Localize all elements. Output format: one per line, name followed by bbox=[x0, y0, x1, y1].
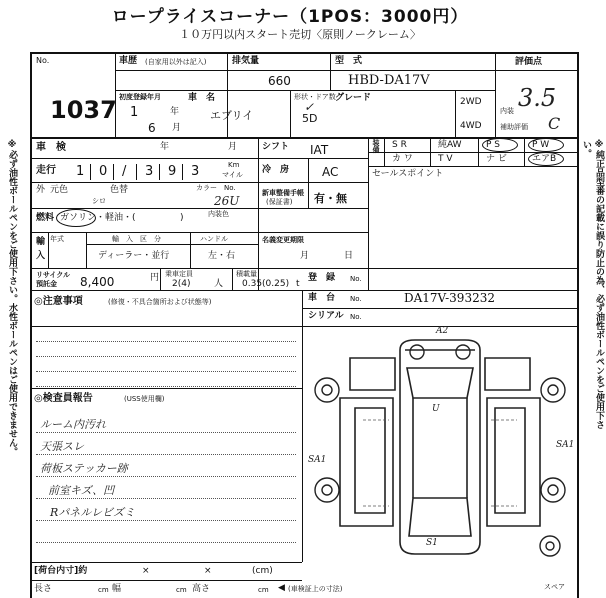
shift-value: IAT bbox=[310, 143, 329, 157]
recycle-value: 8,400 bbox=[80, 275, 115, 289]
serial-no-label: No. bbox=[350, 313, 362, 321]
handle-label: ハンドル bbox=[200, 235, 228, 243]
equipment-item: カ ワ bbox=[392, 154, 413, 164]
name-label: 車 名 bbox=[188, 93, 216, 103]
fuel-options: ガソリン・軽油・( bbox=[60, 213, 136, 223]
cargo-cross-2: × bbox=[204, 566, 212, 576]
doors-label: 形状・ドア数 bbox=[294, 93, 336, 101]
displacement-value: 660 bbox=[268, 74, 291, 88]
diagram-mark-left: SA1 bbox=[308, 455, 327, 465]
equipment-circle bbox=[528, 152, 564, 166]
warranty-options: 有・無 bbox=[314, 192, 347, 205]
equipment-side-label: 装備 bbox=[372, 139, 380, 153]
first-reg-year: 1 bbox=[130, 105, 139, 120]
load-value: 0.35(0.25) bbox=[242, 279, 290, 289]
km-label: Km bbox=[228, 161, 240, 169]
handle-options: 左・右 bbox=[208, 251, 236, 261]
reg-label: 登 録 bbox=[308, 273, 336, 283]
mileage-label: 走行 bbox=[36, 165, 56, 176]
color-no-label: カラー No. bbox=[196, 184, 236, 192]
name-change-day: 日 bbox=[344, 251, 354, 261]
fuel-label: 燃料 bbox=[36, 213, 55, 223]
grade-label: グレード bbox=[335, 93, 372, 103]
caution-label: ◎注意事項 bbox=[34, 296, 83, 307]
equipment-circle bbox=[482, 138, 518, 152]
load-unit: t bbox=[296, 279, 300, 289]
first-reg-month: 6 bbox=[148, 121, 156, 135]
first-reg-label: 初度登録年月 bbox=[119, 93, 161, 101]
drive-2wd: 2WD bbox=[460, 97, 482, 107]
mileage-digit: / bbox=[122, 164, 127, 179]
lot-no-label: No. bbox=[36, 56, 50, 65]
drive-4wd: 4WD bbox=[460, 121, 482, 131]
shaken-year-unit: 年 bbox=[160, 142, 170, 152]
chassis-no-label: No. bbox=[350, 295, 362, 303]
equipment-circle bbox=[528, 138, 564, 152]
equipment-item: 純AW bbox=[438, 140, 462, 150]
inspector-sub-label: (USS使用欄) bbox=[124, 395, 165, 403]
capacity-unit: 人 bbox=[214, 279, 224, 289]
fuel-circle bbox=[56, 209, 96, 227]
cargo-cm: (cm) bbox=[252, 566, 273, 576]
capacity-value: 2(4) bbox=[172, 279, 191, 289]
inspector-note-line: 天張スレ bbox=[40, 440, 84, 453]
width-label: 幅 bbox=[112, 584, 122, 594]
interior-sub-label: 補助評価 bbox=[500, 123, 528, 131]
shift-label: シフト bbox=[262, 142, 290, 152]
fuel-close: ) bbox=[180, 213, 184, 223]
new-car-warranty-sub: (保証書) bbox=[266, 198, 293, 206]
equipment-item: ナ ビ bbox=[486, 154, 507, 164]
serial-label: シリアル bbox=[308, 311, 344, 321]
year-unit: 年 bbox=[170, 107, 180, 117]
equipment-item: S R bbox=[392, 140, 407, 150]
page-subtitle: １０万円以内スタート売切〈原則ノークレーム〉 bbox=[179, 28, 421, 41]
color-value: シロ bbox=[92, 197, 106, 205]
model-label: 型 式 bbox=[335, 56, 363, 66]
doors-value: 5D bbox=[302, 112, 318, 125]
car-name: エブリイ bbox=[210, 109, 254, 122]
caution-sub-label: (修復・不具合箇所および状態等) bbox=[108, 298, 212, 306]
cargo-label: [荷台内寸]約 bbox=[34, 566, 88, 576]
inspector-note-line: 前室キズ、凹 bbox=[48, 484, 115, 497]
interior-color-label: 内装色 bbox=[208, 210, 229, 218]
recycle-yen: 円 bbox=[150, 273, 160, 283]
model-value: HBD-DA17V bbox=[348, 73, 430, 88]
chassis-label: 車 台 bbox=[308, 293, 336, 303]
mileage-digit: 3 bbox=[191, 164, 200, 179]
width-cm: cm bbox=[176, 586, 187, 594]
inspector-note-line: Rパネルレビズミ bbox=[50, 506, 136, 519]
name-change-month: 月 bbox=[300, 251, 310, 261]
lot-number: 1037 bbox=[50, 96, 117, 124]
length-cm: cm bbox=[98, 586, 109, 594]
displacement-label: 排気量 bbox=[232, 56, 260, 66]
equipment-item: P W bbox=[532, 140, 550, 150]
car-diagram bbox=[305, 328, 575, 562]
right-side-note: ※純正品型番の記載に誤り防止の為、必ず油性ボールペンをご使用下さい。 bbox=[581, 140, 604, 429]
height-label: 高さ bbox=[192, 584, 211, 594]
history-label: 車歴 bbox=[119, 56, 138, 66]
inspector-note-line: ルーム内汚れ bbox=[40, 418, 106, 431]
length-label: 長さ bbox=[34, 584, 53, 594]
name-change-label: 名義変更期限 bbox=[262, 236, 304, 244]
equipment-item: エアB bbox=[532, 154, 557, 164]
spare-label: スペア bbox=[544, 583, 565, 591]
shaken-label: 車 検 bbox=[36, 142, 66, 153]
capacity-label: 乗車定員 bbox=[165, 270, 193, 278]
rating-label: 評価点 bbox=[515, 57, 543, 67]
import-sub-label: 入 bbox=[36, 251, 46, 261]
diagram-mark-roof: U bbox=[432, 404, 440, 414]
recycle-sub-label: 預託金 bbox=[36, 280, 57, 288]
page-title: ロープライスコーナー（1POS：3000円） bbox=[111, 7, 469, 27]
frame-left bbox=[30, 52, 32, 598]
inspector-label: ◎検査員報告 bbox=[34, 393, 93, 404]
frame-right bbox=[577, 52, 579, 598]
mile-label: マイル bbox=[222, 171, 243, 179]
orig-color-label: 元色 bbox=[50, 185, 69, 195]
year-style-label: 年式 bbox=[50, 235, 64, 243]
interior-rating: C bbox=[548, 114, 561, 133]
mileage-digit: 1 bbox=[76, 164, 85, 179]
sales-point-label: セールスポイント bbox=[372, 169, 444, 179]
reg-no-label: No. bbox=[350, 275, 362, 283]
import-class-label: 輸 入 区 分 bbox=[112, 235, 161, 243]
diagram-mark-top: A2 bbox=[436, 326, 449, 336]
equipment-item: T V bbox=[438, 154, 453, 164]
inspector-note-line: 荷板ステッカー跡 bbox=[40, 462, 128, 475]
interior-label: 内装 bbox=[500, 107, 514, 115]
ac-value: AC bbox=[322, 165, 339, 179]
shaken-month-unit: 月 bbox=[228, 142, 238, 152]
cargo-note: (車検証上の寸法) bbox=[288, 585, 343, 593]
mileage-digit: 3 bbox=[145, 164, 154, 179]
chassis-value: DA17V-393232 bbox=[404, 291, 495, 305]
color-no-value: 26U bbox=[214, 194, 240, 208]
mileage-digit: 9 bbox=[168, 164, 177, 179]
load-label: 積載量 bbox=[236, 270, 257, 278]
month-unit: 月 bbox=[172, 123, 182, 133]
dealer-options: ディーラー・並行 bbox=[98, 251, 170, 261]
cargo-arrow: ◀ bbox=[278, 583, 285, 593]
color-change-label: 色替 bbox=[110, 185, 129, 195]
new-car-warranty-label: 新車整備手帳 bbox=[262, 189, 304, 197]
diagram-mark-right: SA1 bbox=[556, 440, 575, 450]
height-cm: cm bbox=[258, 586, 269, 594]
rating-value: 3.5 bbox=[518, 84, 557, 112]
exterior-label: 外 bbox=[36, 185, 46, 195]
left-side-note: ※必ず油性ボールペンをご使用下さい。水性ボールペンはご使用できません。 bbox=[7, 140, 17, 456]
diagram-mark-rear: S1 bbox=[426, 538, 438, 548]
mileage-digit: 0 bbox=[99, 164, 108, 179]
ac-label: 冷 房 bbox=[262, 165, 290, 175]
import-label: 輸 bbox=[36, 237, 46, 247]
cargo-cross-1: × bbox=[142, 566, 150, 576]
equipment-item: P S bbox=[486, 140, 501, 150]
history-note: (自家用以外は記入) bbox=[145, 58, 207, 66]
recycle-label: リサイクル bbox=[36, 271, 71, 279]
